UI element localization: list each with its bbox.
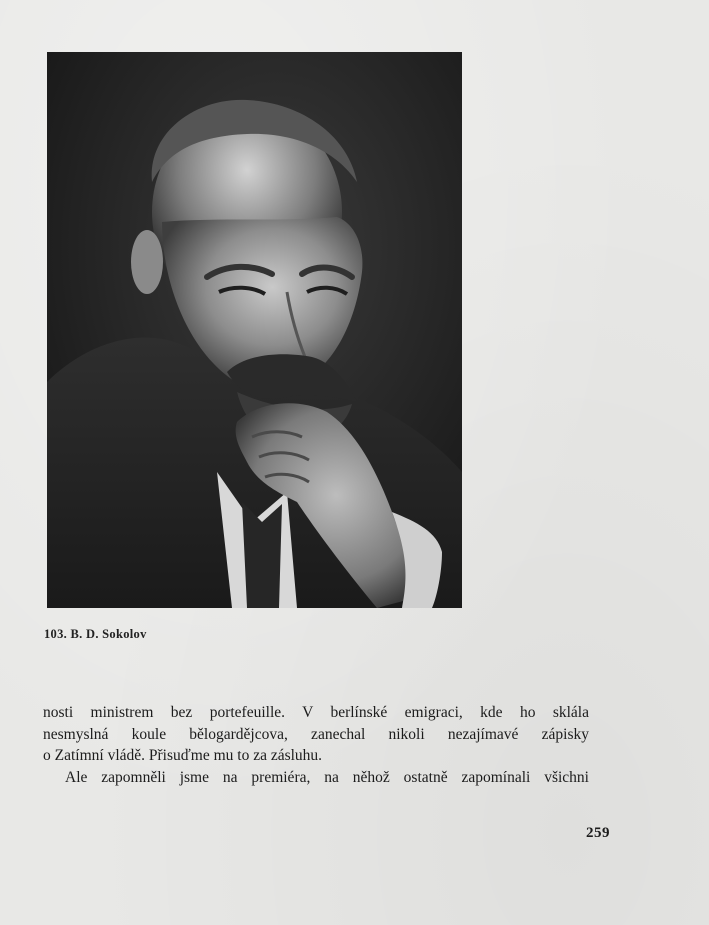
body-paragraph	[43, 702, 589, 788]
photo-caption: 103. B. D. Sokolov	[44, 627, 147, 641]
text-line: nosti ministrem bez portefeuille. V berlínské emigraci, kde ho sklála	[43, 704, 589, 721]
text-line: nesmyslná koule bělogardějcova, zanechal nikoli nezajímavé zápisky	[43, 725, 589, 743]
portrait-photo	[47, 52, 462, 608]
text-line: Ale zapomněli jsme na premiéra, na něhož ostatně zapomínali všichni	[65, 768, 589, 786]
page-number: 259	[586, 825, 610, 841]
text-line: o Zatímní vládě. Přisuďme mu to za zásluhu.	[43, 747, 323, 764]
portrait-illustration	[47, 52, 462, 608]
